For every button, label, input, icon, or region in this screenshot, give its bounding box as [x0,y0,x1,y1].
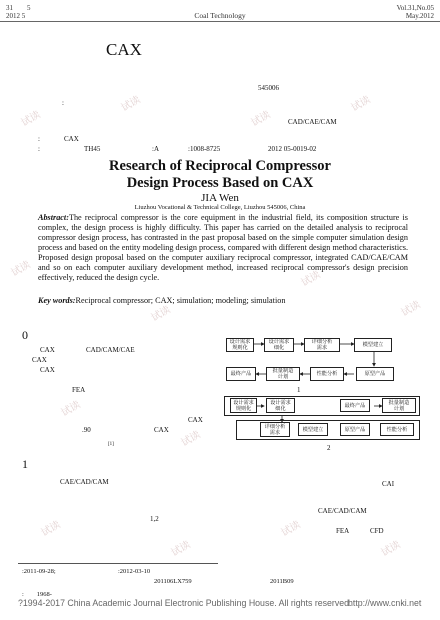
section-0-fragment-1: CAX [40,346,55,354]
section-1-fragment-2: CAI [382,480,395,488]
section-0-fragment-6: CAX [188,416,203,424]
footnote-rule [18,563,218,564]
watermark-mark: 试读 [349,94,373,114]
fig1-box-prototype: 原型产品 [356,367,394,381]
watermark-mark: 试读 [149,304,173,324]
section-0-fragment-5: FEA [72,386,86,394]
watermark-mark: 试读 [399,299,423,319]
key-words-label: Key words: [38,296,76,305]
section-0-heading: 0 [22,328,28,342]
key-words-text: Reciprocal compressor; CAX; simulation; modeling; simulation [75,296,286,305]
fig2-box-batch-plan: 批量制造 计划 [382,398,416,413]
header-date: 2012 5 [6,12,26,20]
section-1-fragment-5: CFD [370,527,384,535]
header-issue: Vol.31,No.05 [396,4,434,12]
fig2-box-model-build: 模型建立 [298,423,328,436]
journal-name: Coal Technology [194,11,246,20]
author-colon: : [62,99,64,107]
watermark-mark: 试读 [249,109,273,129]
author-name: JIA Wen [201,192,239,204]
abstract-label: Abstract: [38,213,69,222]
fig1-box-final-product: 最终产品 [226,367,256,381]
english-title-line-2: Design Process Based on CAX [126,175,314,191]
postcode: 545006 [258,84,279,92]
watermark-mark: 试读 [279,519,303,539]
watermark-mark: 试读 [59,399,83,419]
section-0-fragment-3: CAX [32,356,47,364]
watermark-mark: 试读 [19,109,43,129]
issn: :1008-8725 [188,145,221,153]
english-title-line-1: Research of Reciprocal Compressor [109,158,331,174]
watermark-mark: 试读 [179,429,203,449]
figure-2-caption: 2 [327,444,331,452]
project-number-2: 2011B09 [270,578,294,585]
clc-number: TH45 [84,145,101,153]
title-cn-fragment: CAX [106,40,142,59]
abstract [38,213,408,283]
header-month: May.2012 [405,12,434,20]
fig1-box-requirement-refine: 设计需求 细化 [264,338,294,352]
fig2-box-performance-analysis: 性能分析 [380,423,414,436]
document-code: :A [152,145,159,153]
watermark-mark: 试读 [169,539,193,559]
section-0-reference: [1] [108,442,114,447]
section-0-fragment-2: CAD/CAM/CAE [86,346,135,354]
keywords-cax: CAX [64,135,79,143]
watermark-mark: 试读 [9,259,33,279]
section-1-fragment-4: FEA [336,527,350,535]
revised-date: :2012-03-10 [118,568,151,575]
cnki-url[interactable]: http://www.cnki.net [348,598,422,608]
article-number: 2012 05-0019-02 [268,145,317,153]
fig2-box-final-product: 最终产品 [340,399,370,412]
fig1-box-performance-analysis: 性能分析 [310,367,344,381]
figure-1-caption: 1 [297,386,301,394]
section-1-fragment-3: CAE/CAD/CAM [318,507,367,515]
clc-label: : [38,145,40,153]
affiliation: Liuzhou Vocational & Technical College, Liuzhou 545006, China [134,204,306,211]
fig1-box-requirement-formalize: 设计需求 规则化 [226,338,254,352]
section-1-fragment-1: CAE/CAD/CAM [60,478,109,486]
fig1-box-detailed-analysis: 详细分析 需求 [304,338,340,352]
watermark-mark: 试读 [39,519,63,539]
received-date: :2011-09-28; [22,568,56,575]
section-1-reference: 1,2 [150,515,159,523]
fig1-box-batch-plan: 批量制造 计划 [266,367,300,381]
section-0-fragment-7: .90 [82,426,91,434]
cn-keywords-fragment: CAD/CAE/CAM [288,118,337,126]
section-1-heading: 1 [22,457,28,471]
header-volume: 31 5 [6,4,31,12]
fig1-box-model-build: 模型建立 [354,338,392,352]
key-words [38,296,408,306]
keywords-label: : [38,135,40,143]
section-0-fragment-8: CAX [154,426,169,434]
author-bio: : 1968- [22,591,52,598]
fig2-box-requirement-formalize: 设计需求 规则化 [230,398,257,413]
watermark-mark: 试读 [379,539,403,559]
fig2-box-requirement-refine: 设计需求 细化 [266,398,295,413]
fig2-box-prototype: 原型产品 [340,423,370,436]
watermark-mark: 试读 [299,269,323,289]
header-rule [0,21,440,22]
section-0-fragment-4: CAX [40,366,55,374]
fig2-box-detailed-analysis: 详细分析 需求 [260,422,290,437]
watermark-mark: 试读 [119,94,143,114]
copyright-notice: ?1994-2017 China Academic Journal Electronic Publishing House. All rights reserved. [18,598,352,608]
project-number-1: 201106LX759 [154,578,192,585]
abstract-text: The reciprocal compressor is the core equipment in the industrial field, its composition structure is complex, the design process is highly difficulty. This paper has carried on the detailed analysis to reciprocal compressor design process, has contrasted in the past proposal based on the simple computer simulation design process and based on the entity modeling design process, compared with different design method characteristics. Proposed design proposal based on the computer auxiliary reciprocal compressor, integrated CAD/CAE/CAM and so on each computer auxiliary development method, increased reciprocal compressor's design precision effectively, reduced the design cycle. [38,213,408,282]
